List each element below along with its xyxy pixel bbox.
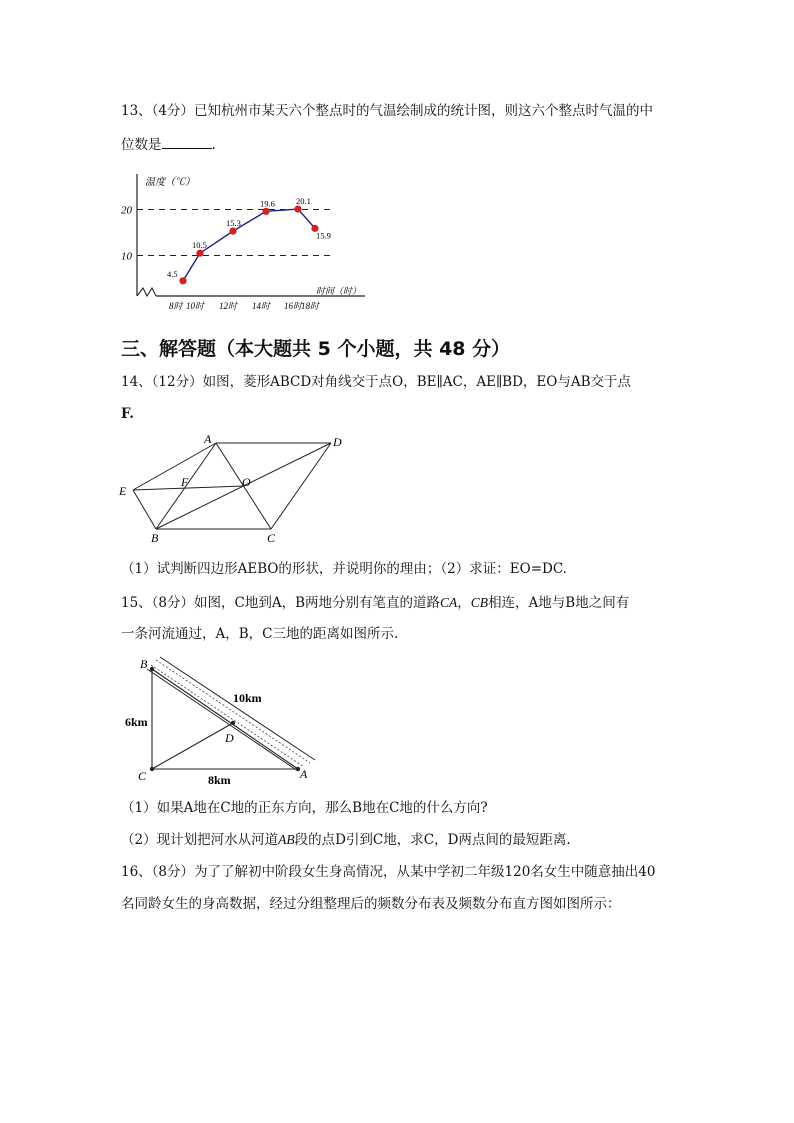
length-ab: 10km [233, 691, 262, 705]
q16-line2: 名同龄女生的身高数据，经过分组整理后的频数分布表及频数分布直方图如图所示： [121, 896, 621, 912]
length-ca: 8km [208, 773, 231, 784]
x-tick-label: 18时 [301, 301, 320, 311]
rhombus-figure [110, 432, 350, 548]
q13-line1: 13、（4分）已知杭州市某天六个整点时的气温绘制成的统计图，则这六个整点时气温的中 [121, 103, 654, 119]
triangle-river-figure [120, 652, 320, 784]
x-tick-label: 8时 [169, 301, 183, 311]
data-label: 20.1 [296, 196, 311, 207]
data-label: 15.9 [316, 230, 331, 241]
q15-sub2-b: 段的点D引到C地，求C，D两点间的最短距离. [294, 832, 571, 848]
q15-road-ca: CA [440, 595, 458, 610]
axis-break [137, 288, 156, 296]
label-D: D [333, 435, 342, 449]
q13-line2-prefix: 位数是 [121, 137, 162, 153]
data-point [262, 208, 269, 215]
label-F: F [181, 475, 189, 489]
length-bc: 6km [125, 715, 148, 729]
x-axis-label: 时间（时） [316, 286, 362, 296]
x-tick-label: 14时 [252, 301, 271, 311]
y-axis-label: 温度（℃） [145, 177, 195, 188]
label-E: E [119, 484, 127, 498]
data-label: 19.6 [260, 198, 275, 209]
x-tick-label: 12时 [219, 301, 238, 311]
q15-line1-a: 15、（8分）如图，C地到A，B两地分别有笔直的道路 [121, 595, 441, 611]
x-tick-label: 16时 [284, 301, 303, 311]
q15-sub2-a: （2）现计划把河水从河道 [121, 832, 279, 848]
label-B: B [151, 531, 159, 545]
q13-line2 [121, 134, 216, 155]
q16-line1: 16、（8分）为了了解初中阶段女生身高情况，从某中学初二年级120名女生中随意抽出40 [121, 864, 656, 880]
label-B: B [140, 657, 148, 671]
q15-segment-ab: AB [278, 832, 295, 847]
data-point [229, 228, 236, 235]
q13-line2-suffix: . [211, 137, 216, 153]
answer-blank[interactable] [162, 134, 212, 149]
q14-line1: 14、（12分）如图，菱形ABCD对角线交于点O，BE∥AC，AE∥BD，EO与AB交于点 [121, 374, 632, 390]
label-A: A [300, 767, 308, 781]
section3-title: 三、解答题（本大题共 5 个小题，共 48 分） [121, 338, 511, 360]
q15-line1 [121, 593, 629, 613]
label-C: C [267, 531, 276, 545]
q15-line1-c: 相连，A地与B地之间有 [488, 595, 630, 611]
q15-line2: 一条河流通过，A，B，C三地的距离如图所示. [121, 626, 399, 642]
q14-line2: F. [121, 406, 134, 422]
q15-sub1: （1）如果A地在C地的正东方向，那么B地在C地的什么方向? [121, 800, 488, 816]
label-O: O [242, 475, 251, 489]
label-A: A [204, 432, 212, 446]
data-point [294, 205, 301, 212]
data-point [179, 277, 186, 284]
y-tick-label: 10 [121, 250, 132, 263]
data-label: 10.5 [192, 240, 207, 251]
q15-road-cb: CB [470, 595, 489, 610]
q15-sub2 [121, 830, 571, 850]
label-C: C [138, 769, 147, 783]
q15-line1-b: ， [457, 595, 471, 611]
q14-subquestions: （1）试判断四边形AEBO的形状，并说明你的理由；（2）求证：EO=DC. [121, 561, 567, 577]
y-tick-label: 20 [121, 204, 132, 217]
temperature-line-chart [110, 168, 375, 318]
data-point [196, 250, 203, 257]
label-D: D [225, 731, 234, 745]
x-tick-label: 10时 [186, 301, 205, 311]
data-label: 15.3 [226, 218, 241, 229]
data-label: 4.5 [167, 268, 178, 279]
